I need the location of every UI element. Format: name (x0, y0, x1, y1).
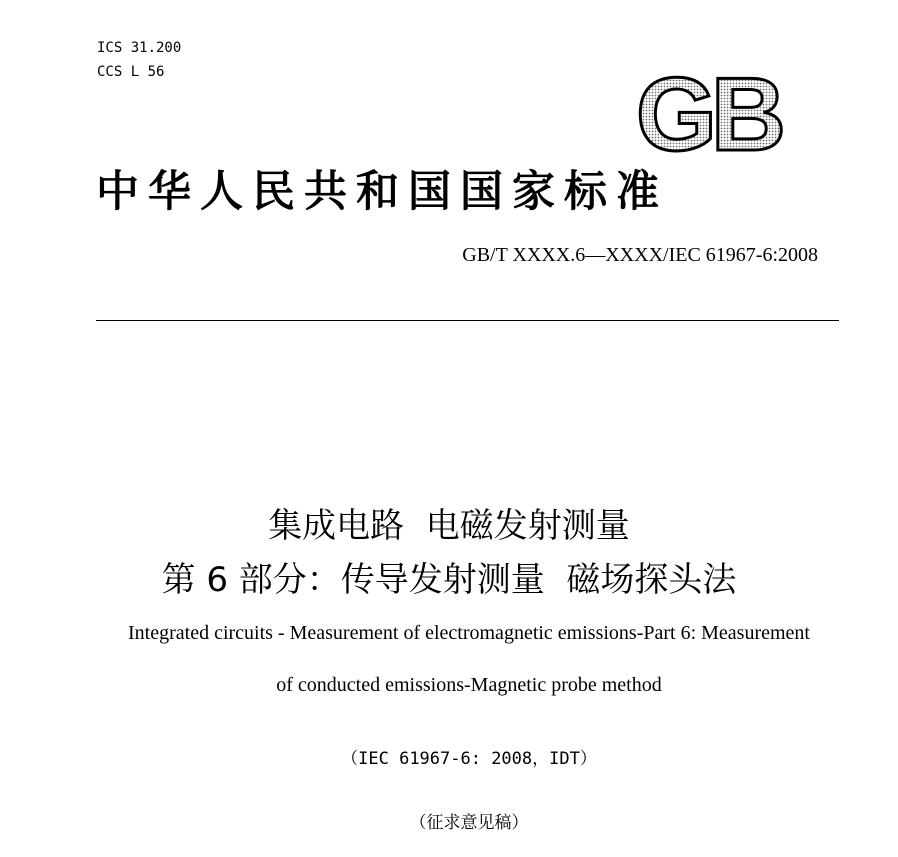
national-standard-title: 中华人民共和国国家标准 (96, 169, 668, 216)
ccs-code: CCS L 56 (97, 64, 165, 80)
title-english-line-2: of conducted emissions-Magnetic probe method (276, 674, 662, 696)
title-chinese-line-2: 第 6 部分：传导发射测量 磁场探头法 (161, 560, 737, 600)
ics-code: ICS 31.200 (97, 40, 182, 56)
iec-equivalence-note: （IEC 61967-6: 2008，IDT） (341, 749, 597, 769)
title-chinese-line-1: 集成电路 电磁发射测量 (268, 506, 630, 546)
draft-status: （征求意见稿） (409, 813, 529, 832)
standard-number: GB/T XXXX.6—XXXX/IEC 61967-6:2008 (462, 244, 818, 266)
gb-logo (618, 70, 798, 160)
header-divider (96, 320, 839, 321)
title-english-line-1: Integrated circuits - Measurement of electromagnetic emissions-Part 6: Measurement (128, 622, 810, 644)
gb-logo-text: GB (636, 70, 780, 160)
